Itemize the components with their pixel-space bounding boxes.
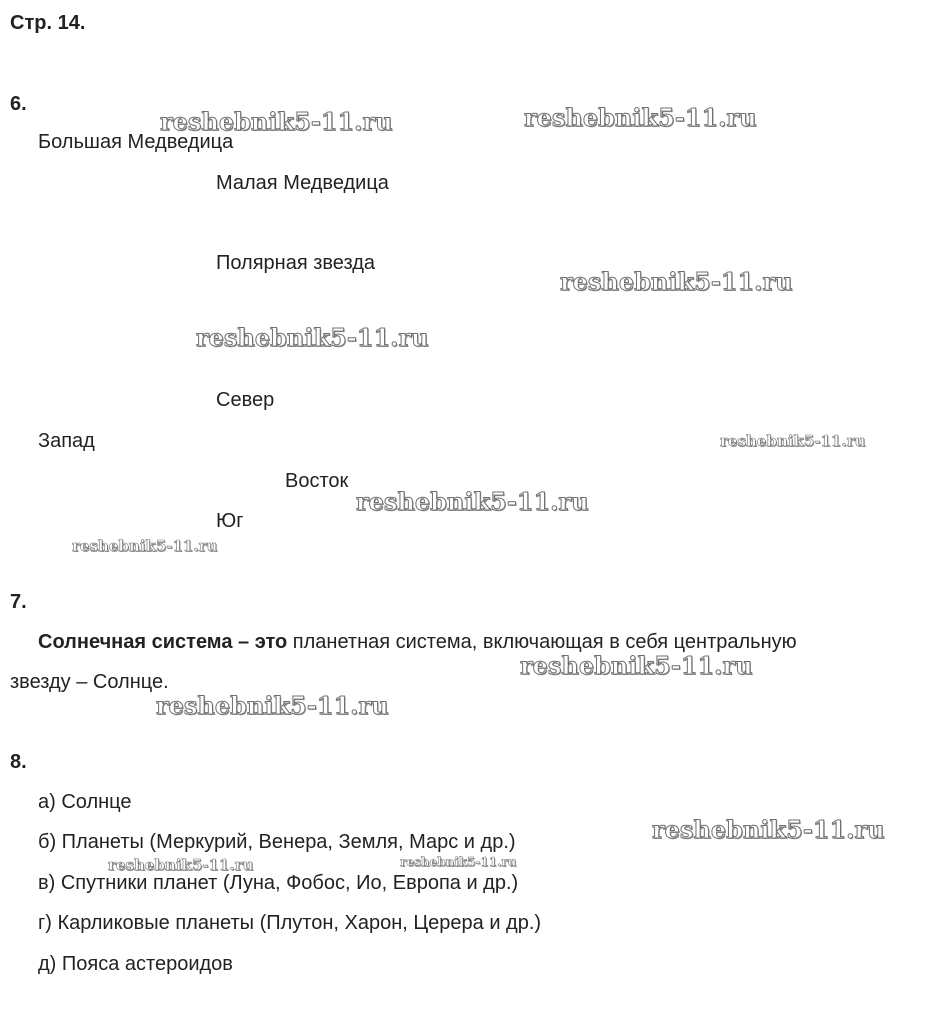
watermark: reshebnik5-11.ru	[400, 855, 517, 869]
watermark: reshebnik5-11.ru	[520, 651, 753, 680]
watermark: reshebnik5-11.ru	[720, 432, 866, 450]
watermark: reshebnik5-11.ru	[108, 856, 254, 874]
task-8-number: 8.	[10, 751, 27, 773]
label-south: Юг	[216, 510, 244, 532]
list-item: в) Спутники планет (Луна, Фобос, Ио, Европа и др.)	[38, 872, 519, 894]
task-7-definition-text: планетная система, включающая в себя центральную	[287, 631, 797, 653]
watermark: reshebnik5-11.ru	[356, 487, 589, 516]
watermark: reshebnik5-11.ru	[560, 267, 793, 296]
watermark: reshebnik5-11.ru	[652, 815, 885, 844]
task-7-definition-line-2: звезду – Солнце.	[10, 671, 169, 693]
task-6-number: 6.	[10, 93, 27, 115]
watermark: reshebnik5-11.ru	[156, 691, 389, 720]
watermark: reshebnik5-11.ru	[196, 323, 429, 352]
label-north: Север	[216, 389, 275, 411]
list-item: а) Солнце	[38, 791, 132, 813]
task-7-number: 7.	[10, 591, 27, 613]
label-east: Восток	[285, 470, 349, 492]
watermark: reshebnik5-11.ru	[524, 103, 757, 132]
task-7-definition-line-1	[38, 630, 797, 654]
list-item: г) Карликовые планеты (Плутон, Харон, Церера и др.)	[38, 912, 542, 934]
task-7-term: Солнечная система – это	[38, 631, 288, 653]
label-polaris: Полярная звезда	[216, 252, 376, 274]
label-big-dipper: Большая Медведица	[38, 131, 234, 153]
watermark: reshebnik5-11.ru	[72, 537, 218, 555]
label-little-dipper: Малая Медведица	[216, 172, 389, 194]
list-item: б) Планеты (Меркурий, Венера, Земля, Марс и др.)	[38, 831, 516, 853]
watermark: reshebnik5-11.ru	[160, 107, 393, 136]
page-title: Стр. 14.	[10, 12, 86, 34]
list-item: д) Пояса астероидов	[38, 953, 233, 975]
label-west: Запад	[38, 430, 95, 452]
